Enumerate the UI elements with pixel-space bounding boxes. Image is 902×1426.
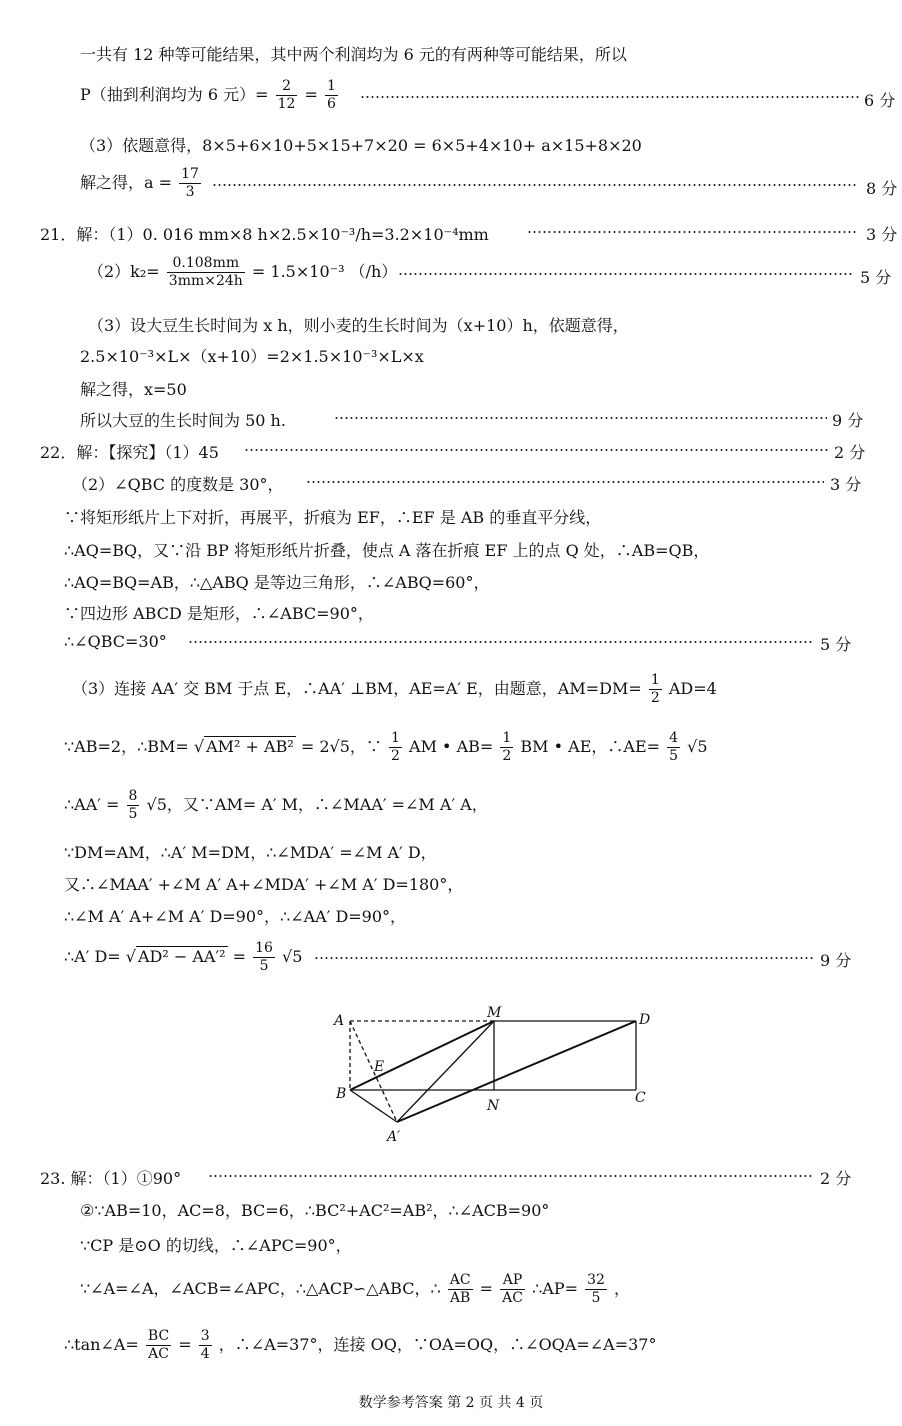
numerator: 1	[650, 672, 660, 688]
label-B: B	[336, 1086, 347, 1102]
text-line-29	[64, 1328, 657, 1363]
segment-MA2	[397, 1021, 494, 1122]
text-line-15: ∴AQ=BQ=AB，∴△ABQ 是等边三角形，∴∠ABQ=60°，	[64, 573, 490, 592]
sqrt-sign: √	[125, 947, 136, 966]
denominator: 12	[277, 96, 296, 112]
fraction	[199, 1328, 212, 1363]
fraction	[500, 730, 513, 765]
text: ∴A′ D=	[64, 947, 121, 966]
text: BM • AE，∴AE=	[520, 737, 661, 756]
numerator: 17	[181, 166, 199, 182]
fraction	[667, 730, 680, 765]
text-line-3: （3）依题意得，8×5+6×10+5×15+7×20 = 6×5+4×10+ a×15+8×20	[80, 136, 642, 155]
text: = 2√5，∵	[300, 737, 382, 756]
score: 2 分	[834, 443, 866, 462]
dot-leader	[527, 227, 857, 237]
text: AM • AB=	[409, 737, 494, 756]
denominator: 5	[669, 748, 679, 764]
k2-prefix: （2）k₂=	[88, 262, 160, 281]
text-line-16: ∵四边形 ABCD 是矩形，∴∠ABC=90°，	[64, 604, 374, 623]
q23-part1: 23. 解：（1）①90°	[40, 1169, 182, 1188]
label-D: D	[639, 1012, 651, 1028]
text-line-26: ②∵AB=10，AC=8，BC=6，∴BC²+AC²=AB²，∴∠ACB=90°	[80, 1201, 550, 1220]
label-C: C	[635, 1090, 646, 1106]
dot-leader	[208, 1171, 813, 1181]
text: ∵AB=2，∴BM=	[64, 737, 189, 756]
label-E: E	[374, 1059, 385, 1075]
fraction	[253, 940, 275, 975]
numerator: 16	[255, 940, 273, 956]
text: ，∴∠A=37°，连接 OQ，∵OA=OQ，∴∠OQA=∠A=37°	[218, 1335, 657, 1354]
fraction	[325, 78, 338, 113]
fraction	[448, 1272, 473, 1307]
denominator: 3	[185, 184, 195, 200]
numerator: 3	[200, 1328, 210, 1344]
text-line-17: ∴∠QBC=30°	[64, 632, 167, 651]
numerator: AC	[449, 1272, 471, 1288]
solve-line: 解之得，x=50	[80, 380, 187, 399]
score: 9 分	[832, 411, 864, 430]
denominator: 2	[650, 690, 660, 706]
text-line-22: 又∴∠MAA′ +∠M A′ A+∠MDA′ +∠M A′ D=180°，	[64, 875, 464, 894]
score: 2 分	[820, 1169, 852, 1188]
text-line-1: 一共有 12 种等可能结果，其中两个利润均为 6 元的有两种等可能结果，所以	[80, 45, 627, 64]
fraction	[585, 1272, 607, 1307]
page-footer: 数学参考答案 第 2 页 共 4 页	[358, 1395, 544, 1411]
dot-leader	[306, 477, 824, 487]
text-line-14: ∴AQ=BQ，又∵沿 BP 将矩形纸片折叠，使点 A 落在折痕 EF 上的点 Q 处，∴AB=QB，	[64, 541, 710, 560]
denominator: 2	[391, 748, 400, 764]
score: 6 分	[864, 91, 896, 110]
numerator: 1	[391, 730, 400, 746]
text: √5，又∵AM= A′ M，∴∠MAA′ =∠M A′ A，	[146, 795, 488, 814]
q21-part3: （3）设大豆生长时间为 x h，则小麦的生长时间为（x+10）h，依题意得，	[88, 316, 629, 335]
radicand: AM² + AB²	[206, 737, 294, 756]
radicand: AD² − AA′²	[137, 947, 226, 966]
dot-leader	[398, 269, 853, 279]
numerator: 32	[587, 1272, 605, 1288]
denominator: AC	[502, 1290, 523, 1306]
numerator: 8	[128, 788, 138, 804]
q22-part2: （2）∠QBC 的度数是 30°，	[72, 475, 284, 494]
equation-line: 2.5×10⁻³×L×（x+10）=2×1.5×10⁻³×L×x	[80, 347, 424, 366]
text-line-24	[64, 940, 302, 975]
q22-part3	[72, 672, 717, 707]
solve-line	[80, 166, 203, 201]
score: 8 分	[866, 179, 898, 198]
text-line-20	[64, 788, 488, 823]
conclusion-line: 所以大豆的生长时间为 50 h.	[80, 411, 286, 430]
denominator: 5	[128, 806, 138, 822]
denominator: 3mm×24h	[168, 273, 243, 289]
text: √5	[687, 737, 708, 756]
text: ∴AP=	[532, 1279, 578, 1298]
denominator: AB	[449, 1290, 471, 1306]
numerator: BC	[147, 1328, 170, 1344]
denominator: 5	[259, 958, 269, 974]
dot-leader	[244, 445, 829, 455]
text: AD=4	[668, 679, 717, 698]
text: ，	[614, 1279, 631, 1298]
text-line-23: ∴∠M A′ A+∠M A′ D=90°，∴∠AA′ D=90°，	[64, 907, 407, 926]
score: 5 分	[820, 635, 852, 654]
text-line-13: ∵将矩形纸片上下对折，再展平，折痕为 EF，∴EF 是 AB 的垂直平分线，	[64, 508, 602, 527]
solve-prefix: 解之得，a =	[80, 173, 173, 192]
fraction	[500, 1272, 525, 1307]
fraction	[146, 1328, 171, 1363]
dot-leader	[334, 413, 827, 423]
text-line-19	[64, 730, 708, 765]
numerator: 0.108mm	[167, 255, 245, 273]
fraction	[276, 78, 298, 113]
text: ∴AA′ =	[64, 795, 120, 814]
equals: =	[479, 1279, 494, 1298]
fraction	[179, 166, 201, 201]
numerator: AP	[500, 1272, 525, 1290]
text: ∴tan∠A=	[64, 1335, 139, 1354]
text: ∵∠A=∠A，∠ACB=∠APC，∴△ACP∽△ABC，∴	[80, 1279, 441, 1298]
numerator: 1	[327, 78, 336, 94]
label-A: A	[334, 1013, 345, 1029]
numerator: 2	[276, 78, 298, 96]
text-line-28	[80, 1272, 630, 1307]
dot-leader	[360, 92, 860, 102]
label-N: N	[487, 1098, 500, 1114]
text-line-27: ∵CP 是⊙O 的切线，∴∠APC=90°，	[80, 1236, 352, 1255]
label-M: M	[487, 1005, 502, 1021]
dot-leader	[314, 953, 813, 963]
numerator: 1	[502, 730, 512, 746]
score: 5 分	[860, 268, 892, 287]
dot-leader	[188, 637, 814, 647]
q21-part2	[88, 255, 397, 290]
q21-part1: 21．解：（1）0. 016 mm×8 h×2.5×10⁻³/h=3.2×10⁻⁴mm	[40, 225, 489, 244]
text: =	[232, 947, 247, 966]
prob-line	[80, 78, 340, 113]
text: （3）连接 AA′ 交 BM 于点 E，∴AA′ ⊥BM，AE=A′ E，由题意，AM=DM=	[72, 679, 642, 698]
fraction	[389, 730, 402, 765]
label-A-prime: A′	[387, 1129, 401, 1145]
sqrt-sign: √	[193, 737, 205, 756]
fraction	[127, 788, 140, 823]
fraction	[167, 255, 245, 290]
segment-A2D	[397, 1021, 636, 1122]
denominator: 4	[200, 1346, 210, 1362]
denominator: 5	[591, 1290, 601, 1306]
prob-prefix: P（抽到利润均为 6 元）=	[80, 85, 269, 104]
denominator: 2	[502, 748, 512, 764]
numerator: 4	[669, 730, 679, 746]
score: 3 分	[866, 225, 898, 244]
score: 3 分	[830, 475, 862, 494]
geometry-figure	[320, 1005, 670, 1147]
segment-BM	[350, 1021, 494, 1090]
text: √5	[282, 947, 303, 966]
denominator: 6	[327, 96, 336, 112]
denominator: AC	[148, 1346, 169, 1362]
q22-part1: 22．解：【探究】（1）45	[40, 443, 219, 462]
equals: =	[178, 1335, 192, 1354]
fraction	[649, 672, 662, 707]
k2-value: = 1.5×10⁻³ （/h）	[251, 262, 398, 281]
equals: =	[304, 85, 318, 104]
text-line-21: ∵DM=AM，∴A′ M=DM，∴∠MDA′ =∠M A′ D，	[64, 843, 437, 862]
score: 9 分	[820, 951, 852, 970]
dot-leader	[212, 180, 857, 190]
